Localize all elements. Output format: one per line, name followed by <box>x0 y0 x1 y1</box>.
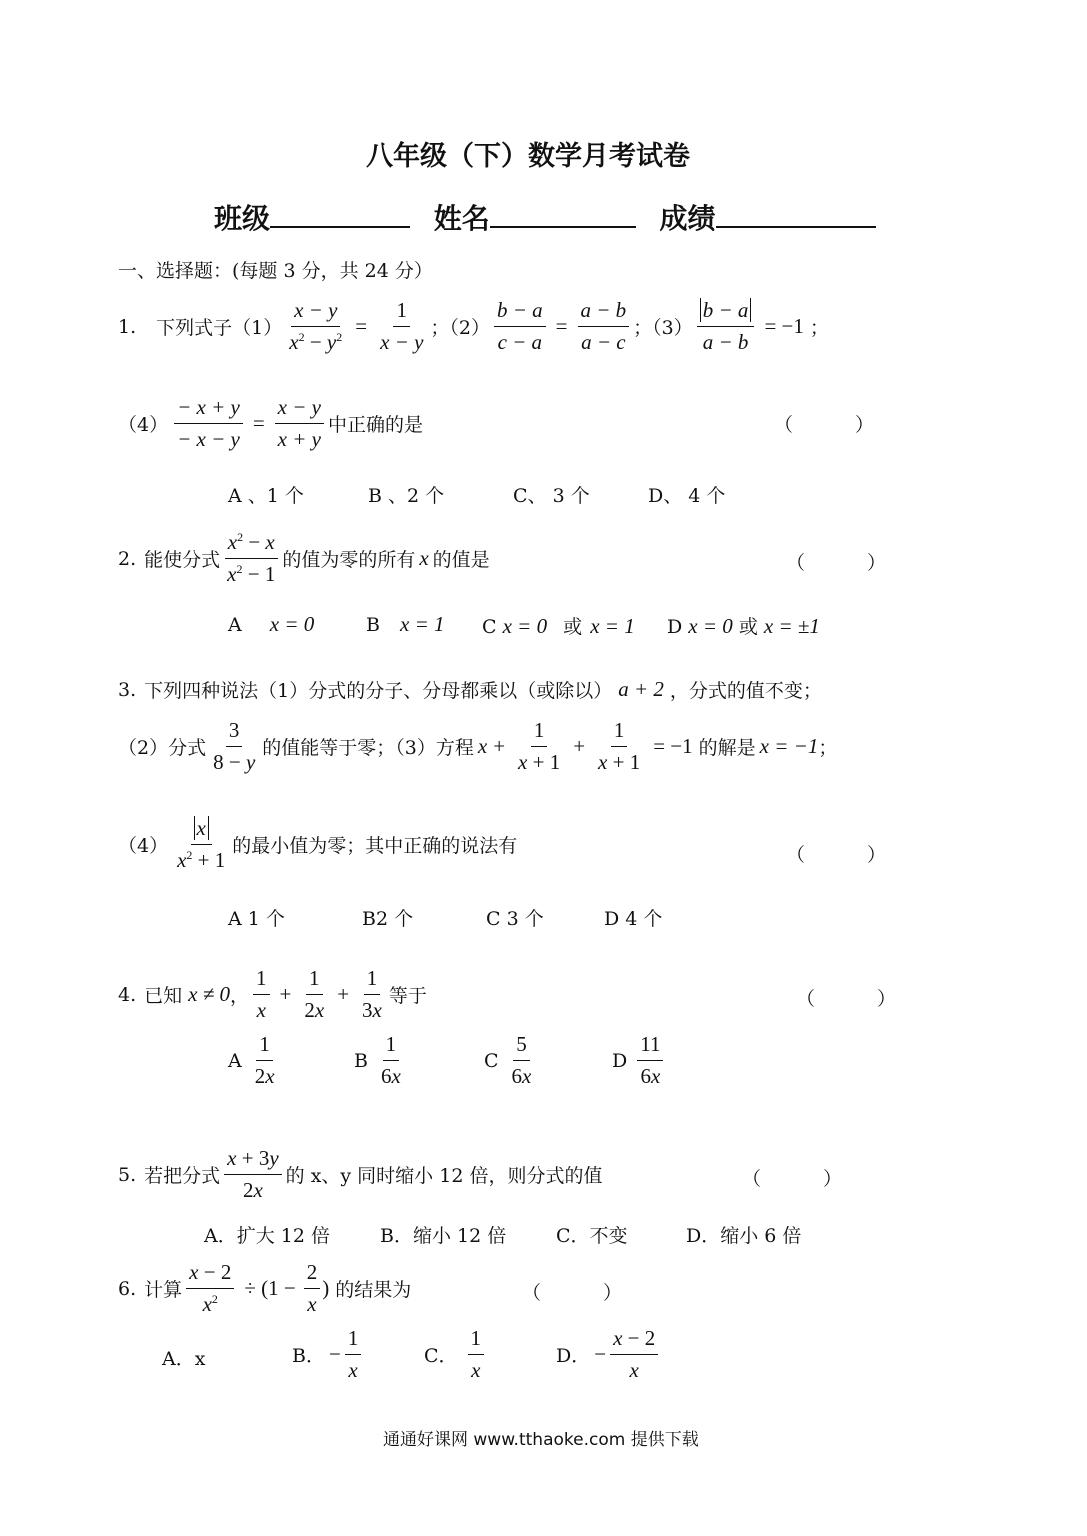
q2-option-d-label: D <box>667 616 683 638</box>
q3-statement3: 的值能等于零；（3）方程 <box>262 737 474 759</box>
q1-part2-label: ；（2） <box>430 317 490 339</box>
q1-frac-4a: $\frac{- x + y}{- x - y}$ <box>174 395 243 452</box>
name-label: 姓名 <box>433 202 490 235</box>
q6-option-d-frac: $\frac{x - 2}{x}$ <box>610 1326 658 1383</box>
q1-part4-label: （4） <box>118 414 169 436</box>
q6-intro: 计算 <box>144 1279 183 1301</box>
q4-number: 4. <box>118 983 137 1006</box>
q4-frac-2: $\frac{1}{2x}$ <box>304 966 325 1022</box>
q3-solution-label: 的解是 <box>698 737 756 759</box>
q4-option-d[interactable] <box>612 1032 667 1089</box>
q4-option-a-label: A <box>228 1049 242 1072</box>
class-label: 班级 <box>214 202 271 235</box>
q4-tail: 等于 <box>388 985 427 1007</box>
q1-answer-paren[interactable]: （ ） <box>774 414 903 436</box>
q4-frac-1: $\frac{1}{x}$ <box>253 966 270 1023</box>
q5-tail: 的 x、y 同时缩小 12 倍，则分式的值 <box>285 1165 603 1187</box>
student-info-line <box>214 197 876 237</box>
q1-frac-2a: $\frac{b - a}{c - a}$ <box>494 298 546 355</box>
q5-option-b[interactable]: B．缩小 12 倍 <box>380 1225 507 1247</box>
q3-line2: （2）分式 $\frac{3}{8 - y}$ 的值能等于零；（3）方程 x + $\frac{1}{x + 1}$ + $\frac{1}{x + 1}$ = −1 的解是 x = −1 ； <box>118 718 838 774</box>
q2-number: 2. <box>118 547 137 570</box>
q3-expr-a2: a + 2 <box>618 677 664 701</box>
q1-part3-label: ；（3） <box>633 317 693 339</box>
q1-intro: 下列式子（1） <box>156 317 283 339</box>
q2-tail2: 的值是 <box>432 549 490 571</box>
q6-option-d[interactable]: D． − $\frac{x - 2}{x}$ <box>556 1326 662 1383</box>
q3-end: ； <box>818 737 838 759</box>
q5-line <box>118 1146 602 1203</box>
q6-option-a-label: A．x <box>162 1348 206 1370</box>
q6-answer-paren[interactable]: （ ） <box>522 1282 651 1304</box>
q2-option-c-or: 或 <box>563 616 583 638</box>
q2-intro: 能使分式 <box>144 549 221 571</box>
q6-option-a[interactable] <box>162 1344 205 1371</box>
q2-option-a-eq: x = 0 <box>269 612 315 636</box>
score-label: 成绩 <box>659 202 716 235</box>
q3-frac-d: $\frac{x}{x^2 + 1}$ <box>177 816 226 872</box>
q1-frac-3: $\frac{b - a}{a - b}$ <box>697 298 755 355</box>
q2-option-c[interactable] <box>482 612 635 639</box>
q6-frac-2: $\frac{2}{x}$ <box>304 1260 321 1317</box>
q4-option-c-frac: $\frac{5}{6x}$ <box>511 1032 532 1088</box>
q3-statement1: 下列四种说法（1）分式的分子、分母都乘以（或除以） <box>144 680 613 702</box>
q5-answer-paren[interactable]: （ ） <box>742 1168 871 1190</box>
q2-option-c-eq1: x = 0 <box>502 614 548 638</box>
q1-frac-4b: $\frac{x - y}{x + y}$ <box>275 395 324 452</box>
q2-option-d-eq2: x = ±1 <box>763 614 820 638</box>
page-title: 八年级（下）数学月考试卷 <box>366 141 690 172</box>
score-blank[interactable] <box>716 200 876 228</box>
q4-option-c[interactable] <box>484 1032 538 1089</box>
q2-option-a[interactable] <box>228 612 314 637</box>
q2-frac: $\frac{x^2 - x}{x^2 - 1}$ <box>224 530 278 587</box>
q5-frac: $\frac{x + 3y}{2x}$ <box>224 1146 282 1203</box>
q3-solution: x = −1 <box>759 734 819 758</box>
q2-option-c-label: C <box>482 616 497 638</box>
q6-line: 6. 计算 $\frac{x - 2}{x^2}$ ÷ (1 − $\frac{2}{x}$ ) 的结果为 <box>118 1260 412 1316</box>
q4-intro: 已知 <box>144 985 183 1007</box>
q6-option-d-label: D． <box>556 1345 591 1367</box>
q1-number: 1. <box>118 315 137 338</box>
q2-option-b[interactable] <box>366 612 445 637</box>
q4-option-a-frac: $\frac{1}{2x}$ <box>254 1032 275 1088</box>
q2-line: 2. 能使分式 $\frac{x^2 - x}{x^2 - 1}$ 的值为零的所有 x 的值是 <box>118 530 490 586</box>
q3-frac-c: $\frac{1}{x + 1}$ <box>598 718 641 774</box>
q5-option-c[interactable]: C．不变 <box>556 1225 628 1247</box>
q3-option-d[interactable]: D 4 个 <box>604 908 663 930</box>
q6-option-b-frac: $\frac{1}{x}$ <box>345 1326 362 1383</box>
q1-frac-1a: $\frac{x - y}{x^2 - y^2}$ <box>289 298 343 354</box>
q6-number: 6. <box>118 1277 137 1300</box>
q1-line2: （4） $\frac{- x + y}{- x - y}$ = $\frac{x - y}{x + y}$ 中正确的是 <box>118 395 423 451</box>
q3-statement4-tail: 的最小值为零；其中正确的说法有 <box>232 835 518 857</box>
section-heading: 一、选择题：(每题 3 分，共 24 分） <box>118 260 433 282</box>
q4-option-b-label: B <box>354 1049 368 1072</box>
q1-frac-1b: $\frac{1}{x - y}$ <box>380 298 424 354</box>
q3-answer-paren[interactable]: （ ） <box>786 844 915 866</box>
q4-comma: ， <box>230 985 250 1007</box>
q2-option-a-label: A <box>228 614 242 636</box>
q2-option-d-eq1: x = 0 <box>688 614 733 638</box>
q1-option-d[interactable]: D、 4 个 <box>648 485 726 507</box>
q1-option-b[interactable]: B 、2 个 <box>368 485 445 507</box>
class-blank[interactable] <box>270 200 410 228</box>
q1-end: ； <box>809 317 829 339</box>
q2-tail1: 的值为零的所有 <box>282 549 416 571</box>
q4-frac-3: $\frac{1}{3x}$ <box>362 966 382 1022</box>
footer-source: 通通好课网 www.tthaoke.com 提供下载 <box>383 1430 699 1450</box>
q6-frac-1: $\frac{x - 2}{x^2}$ <box>186 1260 234 1317</box>
q4-option-a[interactable] <box>228 1032 282 1089</box>
q3-number: 3. <box>118 678 137 701</box>
q2-option-c-eq2: x = 1 <box>590 614 635 638</box>
q5-number: 5. <box>118 1163 137 1186</box>
q5-option-d[interactable]: D．缩小 6 倍 <box>686 1225 802 1247</box>
q3-statement4: （4） <box>118 835 169 857</box>
q4-line: 4. 已知 x ≠ 0 ， $\frac{1}{x}$ + $\frac{1}{2x}$ + $\frac{1}{3x}$ 等于 <box>118 966 427 1022</box>
q1-tail: 中正确的是 <box>327 414 423 436</box>
q6-tail: 的结果为 <box>335 1279 412 1301</box>
q3-statement2: （2）分式 <box>118 737 207 759</box>
q3-option-a[interactable]: A 1 个 <box>228 908 285 930</box>
q4-answer-paren[interactable]: （ ） <box>796 988 925 1010</box>
q3-option-b[interactable]: B2 个 <box>362 908 414 930</box>
q3-line1 <box>118 676 822 703</box>
q5-intro: 若把分式 <box>144 1165 221 1187</box>
q6-option-c-frac: $\frac{1}{x}$ <box>468 1326 485 1383</box>
q2-option-b-eq: x = 1 <box>400 612 445 636</box>
q3-frac-a: $\frac{3}{8 - y}$ <box>213 718 256 774</box>
name-blank[interactable] <box>490 200 636 228</box>
q4-option-d-frac: $\frac{11}{6x}$ <box>637 1032 663 1089</box>
q1-frac-2b: $\frac{a - b}{a - c}$ <box>578 298 630 355</box>
q3-option-c[interactable]: C 3 个 <box>486 908 544 930</box>
q6-option-b[interactable]: B． − $\frac{1}{x}$ <box>292 1326 365 1383</box>
q1-option-c[interactable]: C、 3 个 <box>513 485 590 507</box>
q6-option-b-label: B． <box>292 1345 325 1367</box>
q2-option-b-label: B <box>366 614 380 636</box>
q3-frac-b: $\frac{1}{x + 1}$ <box>518 718 561 774</box>
q1-line1: 1. 下列式子（1） $\frac{x - y}{x^2 - y^2}$ = $\frac{1}{x - y}$ ；（2） $\frac{b - a}{c - a}$ = $\frac{a - b}{a - c}$ ；（3） $\frac{b - a}{a - b}$ = −1 ； <box>118 298 829 354</box>
q3-line3 <box>118 816 517 873</box>
q1-option-a[interactable]: A 、1 个 <box>228 485 304 507</box>
q3-statement1-end: ，分式的值不变； <box>669 680 822 702</box>
q6-option-c[interactable] <box>424 1326 488 1383</box>
q2-option-d[interactable] <box>667 612 820 639</box>
q4-condition: x ≠ 0 <box>188 982 231 1006</box>
q4-option-b-frac: $\frac{1}{6x}$ <box>380 1032 401 1088</box>
q2-answer-paren[interactable]: （ ） <box>786 552 915 574</box>
q4-option-d-label: D <box>612 1049 628 1072</box>
q5-option-a[interactable]: A．扩大 12 倍 <box>204 1225 330 1247</box>
q2-option-d-or: 或 <box>738 616 758 638</box>
q6-option-c-label: C． <box>424 1345 458 1367</box>
q4-option-b[interactable] <box>354 1032 408 1089</box>
q4-option-c-label: C <box>484 1049 499 1072</box>
